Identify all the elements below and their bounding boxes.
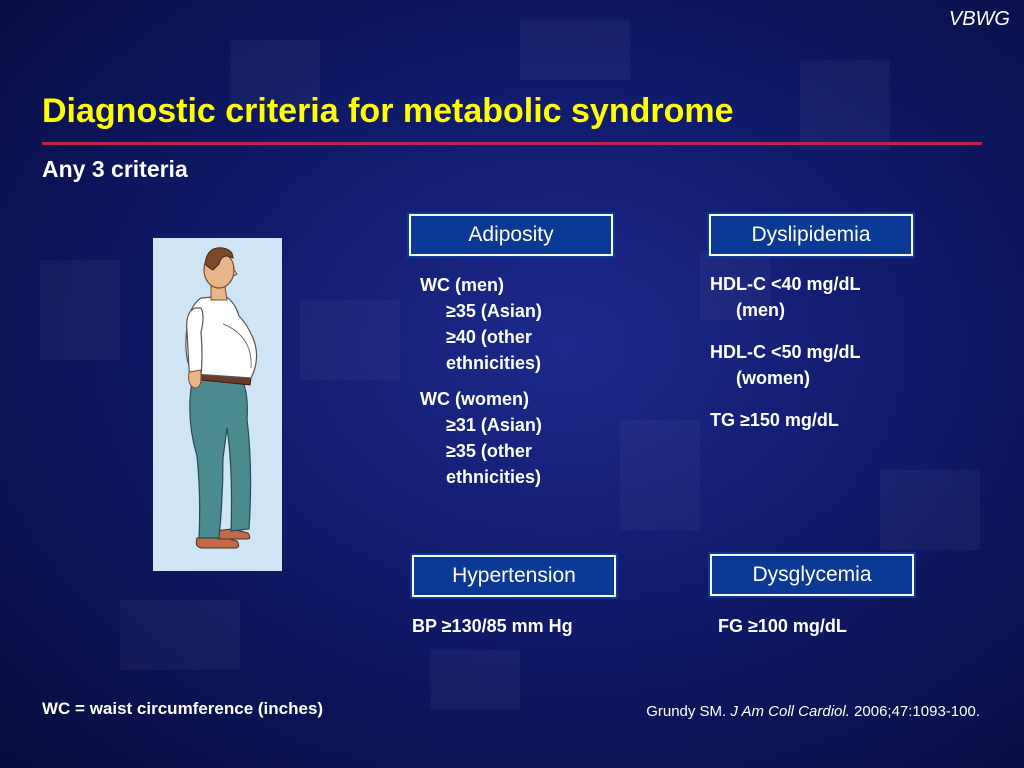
wc-women-label: WC (women)	[420, 389, 529, 409]
citation-author: Grundy SM.	[646, 703, 727, 720]
footnote: WC = waist circumference (inches)	[42, 699, 324, 718]
citation-details: 2006;47:1093-100.	[854, 703, 980, 720]
tg-criterion: TG ≥150 mg/dL	[710, 410, 839, 430]
slide-subtitle: Any 3 criteria	[42, 156, 188, 182]
dysglycemia-label: Dysglycemia	[715, 559, 909, 591]
adiposity-criteria	[420, 272, 620, 490]
slide-title: Diagnostic criteria for metabolic syndrome	[42, 92, 734, 130]
fg-criterion: FG ≥100 mg/dL	[718, 616, 847, 636]
wc-women-other-line2: ethnicities)	[446, 467, 542, 487]
figure-panel	[153, 238, 282, 571]
dyslipidemia-header-box	[707, 212, 915, 258]
dyslipidemia-label: Dyslipidemia	[714, 219, 908, 251]
hdl-men-line1: HDL-C <40 mg/dL	[710, 274, 861, 294]
wc-men-other-line1: ≥40 (other	[446, 327, 532, 347]
standing-man-illustration	[153, 238, 282, 571]
vbwg-logo: VBWG	[948, 8, 1010, 30]
hypertension-header-box	[410, 553, 618, 599]
hdl-women-line1: HDL-C <50 mg/dL	[710, 342, 861, 362]
citation	[646, 703, 980, 720]
bp-criterion: BP ≥130/85 mm Hg	[412, 616, 573, 636]
hdl-men-line2: (men)	[736, 300, 785, 320]
wc-men-asian: ≥35 (Asian)	[446, 301, 542, 321]
wc-men-label: WC (men)	[420, 275, 504, 295]
hdl-women-line2: (women)	[736, 368, 810, 388]
wc-men-other-line2: ethnicities)	[446, 353, 542, 373]
adiposity-header-box	[407, 212, 615, 258]
citation-journal: J Am Coll Cardiol.	[730, 703, 850, 720]
wc-women-other-line1: ≥35 (other	[446, 441, 532, 461]
hypertension-label: Hypertension	[417, 560, 611, 592]
title-divider	[42, 142, 982, 145]
adiposity-label: Adiposity	[414, 219, 608, 251]
dyslipidemia-criteria	[710, 271, 930, 433]
wc-women-asian: ≥31 (Asian)	[446, 415, 542, 435]
dysglycemia-header-box	[708, 552, 916, 598]
